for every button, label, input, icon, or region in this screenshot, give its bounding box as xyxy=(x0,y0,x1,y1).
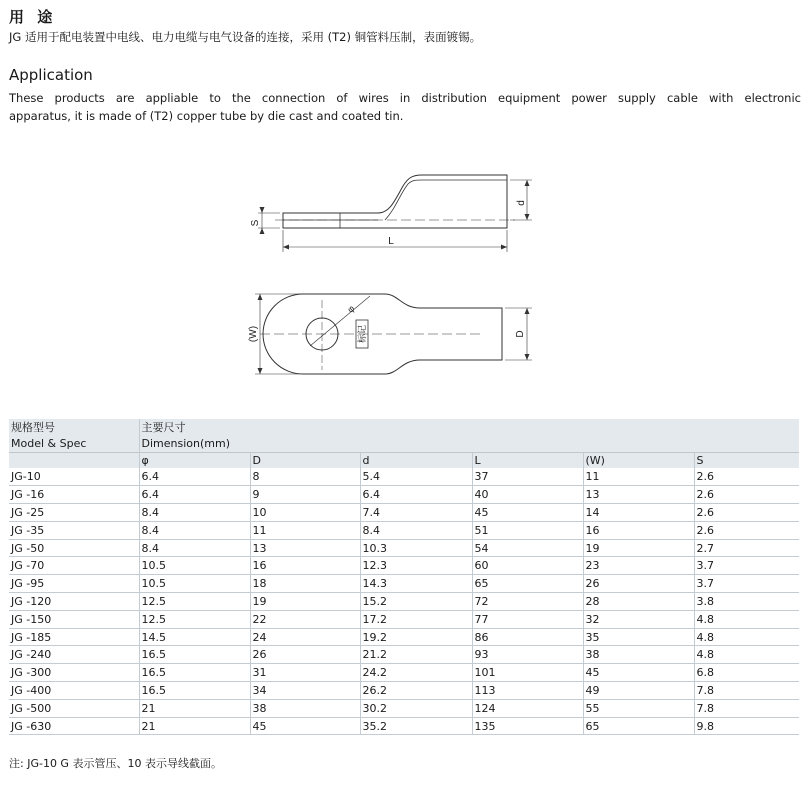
table-cell-value: 12.5 xyxy=(139,610,250,628)
table-row xyxy=(9,646,799,664)
table-cell-value: 7.8 xyxy=(694,699,799,717)
table-cell-value: 13 xyxy=(583,486,694,504)
table-row xyxy=(9,539,799,557)
table-cell-value: 4.8 xyxy=(694,628,799,646)
table-cell-model: JG -240 xyxy=(9,646,139,664)
table-cell-model: JG -630 xyxy=(9,717,139,735)
table-cell-value: 5.4 xyxy=(360,468,472,486)
table-row xyxy=(9,682,799,700)
table-row xyxy=(9,717,799,735)
table-cell-value: 38 xyxy=(250,699,360,717)
table-cell-value: 4.8 xyxy=(694,646,799,664)
table-cell-value: 135 xyxy=(472,717,583,735)
table-cell-value: 3.7 xyxy=(694,557,799,575)
table-cell-value: 14 xyxy=(583,504,694,522)
column-header: D xyxy=(250,452,360,468)
table-cell-value: 3.7 xyxy=(694,575,799,593)
table-cell-value: 30.2 xyxy=(360,699,472,717)
table-cell-value: 77 xyxy=(472,610,583,628)
header-model-en: Model & Spec xyxy=(9,435,139,452)
table-cell-value: 86 xyxy=(472,628,583,646)
table-cell-value: 8.4 xyxy=(360,521,472,539)
table-cell-value: 40 xyxy=(472,486,583,504)
table-cell-value: 32 xyxy=(583,610,694,628)
header-blank xyxy=(9,452,139,468)
table-cell-model: JG -185 xyxy=(9,628,139,646)
table-header-row-1 xyxy=(9,419,799,435)
table-cell-value: 7.4 xyxy=(360,504,472,522)
column-header: (W) xyxy=(583,452,694,468)
table-cell-value: 19 xyxy=(583,539,694,557)
footnote: 注: JG-10 G 表示管压、10 表示导线截面。 xyxy=(9,757,222,770)
table-cell-value: 6.4 xyxy=(360,486,472,504)
table-cell-value: 60 xyxy=(472,557,583,575)
table-cell-value: 22 xyxy=(250,610,360,628)
lug-technical-drawing xyxy=(240,160,540,390)
table-cell-value: 16.5 xyxy=(139,664,250,682)
table-cell-value: 21 xyxy=(139,717,250,735)
table-cell-model: JG -500 xyxy=(9,699,139,717)
table-cell-value: 54 xyxy=(472,539,583,557)
table-cell-value: 35 xyxy=(583,628,694,646)
table-cell-value: 15.2 xyxy=(360,593,472,611)
column-header: d xyxy=(360,452,472,468)
table-cell-value: 16.5 xyxy=(139,646,250,664)
header-dim-en: Dimension(mm) xyxy=(139,435,799,452)
table-row xyxy=(9,664,799,682)
table-cell-value: 10 xyxy=(250,504,360,522)
table-cell-value: 13 xyxy=(250,539,360,557)
table-cell-value: 37 xyxy=(472,468,583,486)
table-cell-value: 11 xyxy=(583,468,694,486)
table-cell-value: 16 xyxy=(583,521,694,539)
spec-table xyxy=(9,419,799,735)
table-cell-model: JG-10 xyxy=(9,468,139,486)
table-row xyxy=(9,699,799,717)
table-cell-value: 16 xyxy=(250,557,360,575)
table-cell-value: 2.6 xyxy=(694,521,799,539)
table-cell-model: JG -300 xyxy=(9,664,139,682)
table-cell-value: 51 xyxy=(472,521,583,539)
table-row xyxy=(9,468,799,486)
table-cell-value: 18 xyxy=(250,575,360,593)
table-cell-value: 65 xyxy=(472,575,583,593)
dim-label-phi: φ xyxy=(345,303,357,315)
table-row xyxy=(9,521,799,539)
table-cell-value: 113 xyxy=(472,682,583,700)
table-cell-value: 14.3 xyxy=(360,575,472,593)
table-cell-value: 12.3 xyxy=(360,557,472,575)
table-cell-value: 8.4 xyxy=(139,504,250,522)
table-cell-model: JG -25 xyxy=(9,504,139,522)
table-cell-value: 8.4 xyxy=(139,521,250,539)
mark-label: 标记 xyxy=(357,324,367,344)
table-cell-value: 16.5 xyxy=(139,682,250,700)
table-cell-value: 26 xyxy=(250,646,360,664)
table-cell-value: 45 xyxy=(472,504,583,522)
table-cell-value: 45 xyxy=(583,664,694,682)
table-cell-value: 6.4 xyxy=(139,486,250,504)
usage-title: 用 途 xyxy=(9,8,57,26)
table-cell-value: 35.2 xyxy=(360,717,472,735)
table-cell-value: 55 xyxy=(583,699,694,717)
table-cell-model: JG -95 xyxy=(9,575,139,593)
table-cell-value: 17.2 xyxy=(360,610,472,628)
table-cell-value: 9.8 xyxy=(694,717,799,735)
table-cell-value: 10.3 xyxy=(360,539,472,557)
table-cell-value: 49 xyxy=(583,682,694,700)
top-view xyxy=(255,294,532,374)
table-cell-value: 14.5 xyxy=(139,628,250,646)
table-header-row-2 xyxy=(9,435,799,452)
table-cell-model: JG -150 xyxy=(9,610,139,628)
table-cell-value: 26 xyxy=(583,575,694,593)
table-cell-value: 4.8 xyxy=(694,610,799,628)
table-cell-model: JG -70 xyxy=(9,557,139,575)
table-cell-value: 10.5 xyxy=(139,557,250,575)
table-row xyxy=(9,504,799,522)
dim-label-d-big: D xyxy=(515,330,526,338)
column-header: L xyxy=(472,452,583,468)
table-cell-value: 12.5 xyxy=(139,593,250,611)
header-dim-cn: 主要尺寸 xyxy=(139,419,799,435)
table-cell-value: 19 xyxy=(250,593,360,611)
table-cell-value: 45 xyxy=(250,717,360,735)
application-title: Application xyxy=(9,66,93,84)
application-line-1: These products are appliable to the connection of wires in distribution equipment power supply cable with electronic xyxy=(9,91,801,105)
table-cell-value: 8.4 xyxy=(139,539,250,557)
table-row xyxy=(9,486,799,504)
table-cell-value: 65 xyxy=(583,717,694,735)
table-cell-model: JG -50 xyxy=(9,539,139,557)
table-cell-value: 6.4 xyxy=(139,468,250,486)
table-cell-value: 24.2 xyxy=(360,664,472,682)
dim-label-w: (W) xyxy=(248,325,259,343)
table-cell-value: 19.2 xyxy=(360,628,472,646)
table-cell-value: 124 xyxy=(472,699,583,717)
table-cell-value: 8 xyxy=(250,468,360,486)
table-cell-value: 31 xyxy=(250,664,360,682)
table-cell-value: 24 xyxy=(250,628,360,646)
table-cell-value: 9 xyxy=(250,486,360,504)
table-row xyxy=(9,628,799,646)
table-cell-value: 21 xyxy=(139,699,250,717)
dim-label-l: L xyxy=(388,236,394,247)
usage-description: JG 适用于配电装置中电线、电力电缆与电气设备的连接，采用 (T2) 铜管料压制，表面镀锡。 xyxy=(9,30,482,44)
table-header-row-3 xyxy=(9,452,799,468)
application-description xyxy=(9,89,801,125)
table-cell-value: 10.5 xyxy=(139,575,250,593)
table-cell-value: 38 xyxy=(583,646,694,664)
table-cell-value: 2.6 xyxy=(694,504,799,522)
table-row xyxy=(9,610,799,628)
dim-label-s: S xyxy=(250,219,261,227)
dim-label-d: d xyxy=(516,200,527,206)
column-header: φ xyxy=(139,452,250,468)
table-cell-value: 2.6 xyxy=(694,468,799,486)
table-cell-value: 93 xyxy=(472,646,583,664)
table-cell-value: 21.2 xyxy=(360,646,472,664)
table-cell-value: 23 xyxy=(583,557,694,575)
header-model-cn: 规格型号 xyxy=(9,419,139,435)
table-cell-model: JG -120 xyxy=(9,593,139,611)
table-cell-value: 26.2 xyxy=(360,682,472,700)
column-header: S xyxy=(694,452,799,468)
table-cell-model: JG -35 xyxy=(9,521,139,539)
application-line-2: apparatus, it is made of (T2) copper tube by die cast and coated tin. xyxy=(9,109,404,123)
table-row xyxy=(9,575,799,593)
table-cell-value: 11 xyxy=(250,521,360,539)
table-cell-value: 34 xyxy=(250,682,360,700)
table-cell-value: 2.7 xyxy=(694,539,799,557)
table-cell-value: 28 xyxy=(583,593,694,611)
table-cell-value: 101 xyxy=(472,664,583,682)
side-view xyxy=(258,175,532,252)
table-cell-value: 7.8 xyxy=(694,682,799,700)
table-cell-value: 72 xyxy=(472,593,583,611)
table-cell-model: JG -16 xyxy=(9,486,139,504)
table-cell-value: 3.8 xyxy=(694,593,799,611)
table-cell-value: 2.6 xyxy=(694,486,799,504)
table-row xyxy=(9,593,799,611)
table-cell-value: 6.8 xyxy=(694,664,799,682)
table-row xyxy=(9,557,799,575)
table-cell-model: JG -400 xyxy=(9,682,139,700)
